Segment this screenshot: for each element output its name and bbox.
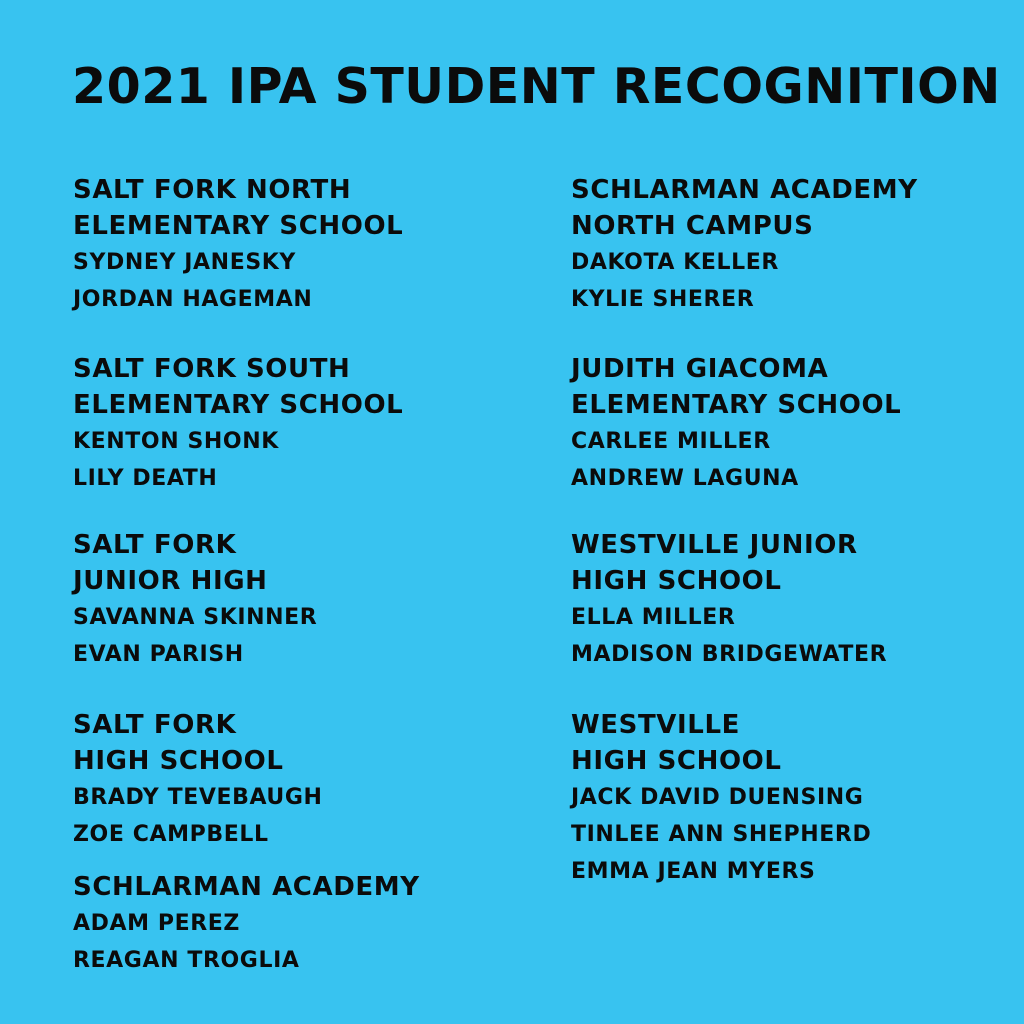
student-name: TINLEE ANN SHEPHERD <box>571 822 872 847</box>
school-group-schlarman-academy <box>73 869 420 979</box>
school-name: HIGH SCHOOL <box>571 746 782 776</box>
school-group-westville-high-school <box>571 707 871 890</box>
school-name: SALT FORK <box>73 530 237 560</box>
school-name: JUDITH GIACOMA <box>571 354 829 384</box>
school-name: JUNIOR HIGH <box>73 566 268 596</box>
school-name: SALT FORK SOUTH <box>73 354 351 384</box>
student-name: ADAM PEREZ <box>73 911 240 936</box>
student-name: EVAN PARISH <box>73 642 244 667</box>
student-name: LILY DEATH <box>73 466 218 491</box>
student-name: ELLA MILLER <box>571 605 736 630</box>
school-name: SALT FORK <box>73 710 237 740</box>
student-name: CARLEE MILLER <box>571 429 771 454</box>
page-title: 2021 IPA STUDENT RECOGNITION <box>72 58 1001 115</box>
school-name: HIGH SCHOOL <box>571 566 782 596</box>
student-name: DAKOTA KELLER <box>571 250 779 275</box>
student-name: ZOE CAMPBELL <box>73 822 269 847</box>
student-name: MADISON BRIDGEWATER <box>571 642 888 667</box>
school-name: SCHLARMAN ACADEMY <box>571 175 918 205</box>
school-group-schlarman-north-campus <box>571 172 918 318</box>
school-group-judith-giacoma <box>571 351 901 497</box>
school-group-salt-fork-junior-high <box>73 527 317 673</box>
school-group-salt-fork-north <box>73 172 403 318</box>
school-name: NORTH CAMPUS <box>571 211 814 241</box>
student-name: REAGAN TROGLIA <box>73 948 300 973</box>
student-name: JORDAN HAGEMAN <box>73 287 313 312</box>
school-name: SALT FORK NORTH <box>73 175 352 205</box>
school-name: ELEMENTARY SCHOOL <box>73 390 404 420</box>
school-name: ELEMENTARY SCHOOL <box>73 211 404 241</box>
student-name: KENTON SHONK <box>73 429 279 454</box>
student-name: SAVANNA SKINNER <box>73 605 318 630</box>
school-group-salt-fork-high-school <box>73 707 323 853</box>
student-name: EMMA JEAN MYERS <box>571 859 816 884</box>
school-group-westville-junior-high <box>571 527 887 673</box>
school-name: HIGH SCHOOL <box>73 746 284 776</box>
school-group-salt-fork-south <box>73 351 403 497</box>
student-name: KYLIE SHERER <box>571 287 755 312</box>
student-name: JACK DAVID DUENSING <box>571 785 864 810</box>
school-name: SCHLARMAN ACADEMY <box>73 872 420 902</box>
student-name: BRADY TEVEBAUGH <box>73 785 323 810</box>
school-name: WESTVILLE JUNIOR <box>571 530 858 560</box>
student-name: SYDNEY JANESKY <box>73 250 296 275</box>
student-name: ANDREW LAGUNA <box>571 466 799 491</box>
school-name: ELEMENTARY SCHOOL <box>571 390 902 420</box>
school-name: WESTVILLE <box>571 710 740 740</box>
